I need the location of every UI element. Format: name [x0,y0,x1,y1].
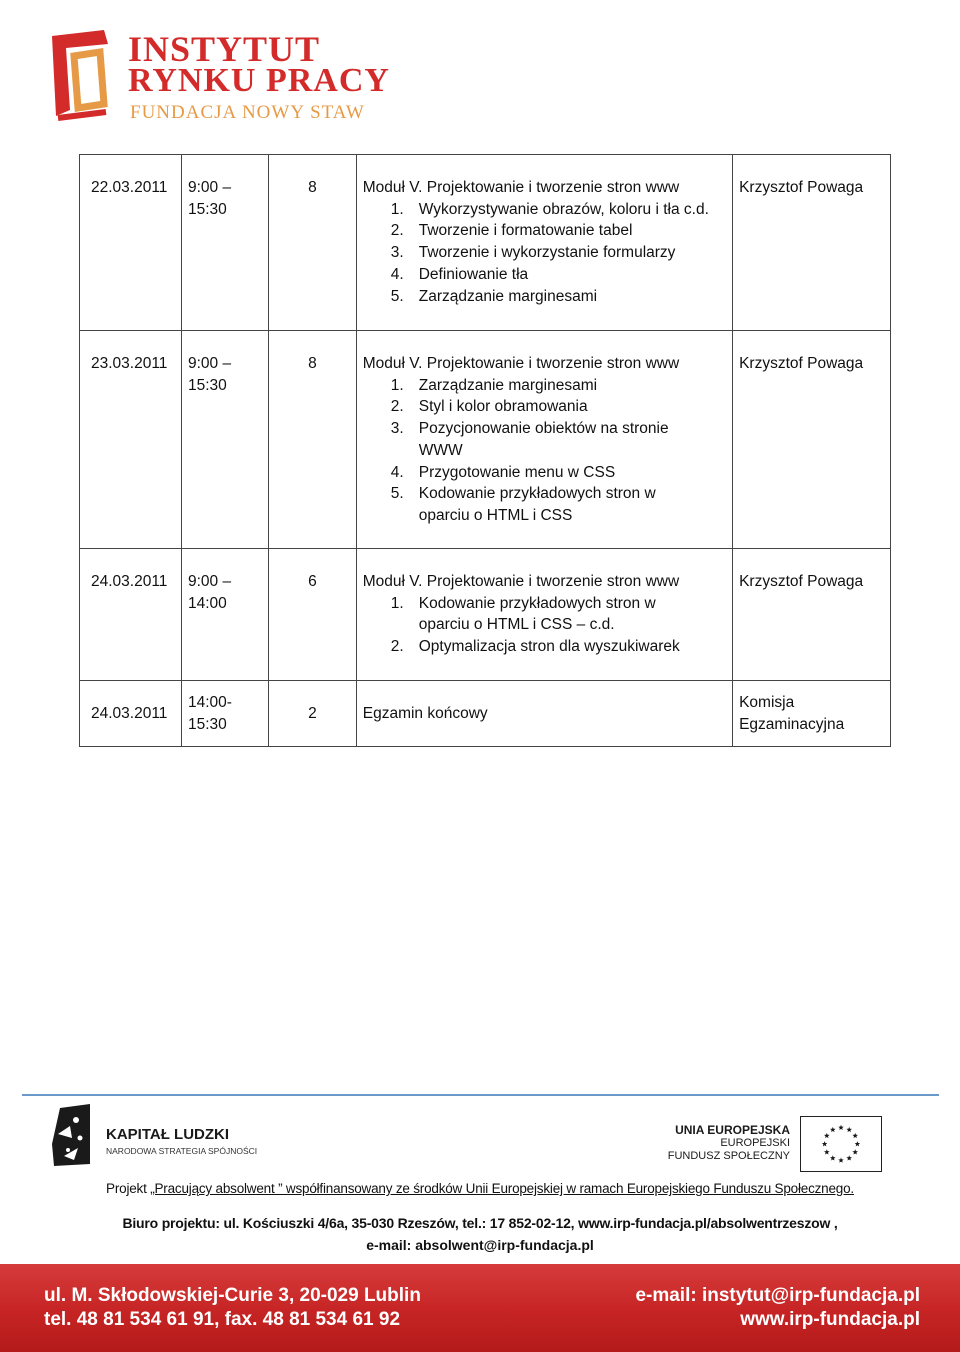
list-item [391,483,726,526]
list-item [391,199,726,221]
topic-cell [356,549,732,681]
list-item-text: Styl i kolor obramowania [418,398,588,416]
kapital-ludzki-emblem-icon [50,1104,94,1166]
list-item-number: 5. [390,287,404,305]
office-address: Biuro projektu: ul. Kościuszki 4/6a, 35-030 Rzeszów, tel.: 17 852-02-12, www.irp-fundacja.pl/absolwentrzeszow , [122,1215,838,1231]
module-title: Moduł V. Projektowanie i tworzenie stron www [362,179,680,196]
kapital-ludzki-logo [50,1104,258,1166]
list-item [391,264,726,286]
list-item-text: Optymalizacja stron dla wyszukiwarek [418,638,680,656]
eu-line3: FUNDUSZ SPOŁECZNY [667,1150,790,1162]
topic-cell [356,681,732,747]
table-row [80,549,891,681]
topic-list [391,593,726,658]
module-title: Egzamin końcowy [362,704,488,722]
logo-title-line2: RYNKU PRACY [128,62,390,99]
list-item-number: 2. [390,398,404,416]
hours-cell: 8 [268,331,356,549]
project-prefix: Projekt [106,1181,151,1196]
list-item-text: Tworzenie i wykorzystanie formularzy [418,244,676,262]
band-www: www.irp-fundacja.pl [740,1309,920,1330]
lecturer-cell: Krzysztof Powaga [733,331,891,549]
office-email: e-mail: absolwent@irp-fundacja.pl [366,1237,594,1253]
kapital-ludzki-subtitle: NARODOWA STRATEGIA SPÓJNOŚCI [106,1146,258,1156]
band-phone: tel. 48 81 534 61 91, fax. 48 81 534 61 92 [44,1309,401,1330]
list-item-number: 2. [390,638,404,656]
list-item-text: Wykorzystywanie obrazów, koloru i tła c.d. [418,200,709,218]
list-item-text: Tworzenie i formatowanie tabel [418,222,633,240]
list-item-number: 4. [390,463,404,481]
time-cell: 14:00- 15:30 [181,681,268,747]
table-row [80,331,891,549]
list-item-text: Definiowanie tła [418,265,529,283]
table-row [80,681,891,747]
project-line [0,1181,960,1196]
list-item-text: Przygotowanie menu w CSS [418,463,616,481]
list-item [391,220,726,242]
list-item-number: 4. [390,265,404,283]
module-title: Moduł V. Projektowanie i tworzenie stron www [362,355,680,372]
table-row [80,155,891,331]
topic-cell [356,155,732,331]
topic-list [391,375,726,527]
list-item-number: 1. [390,376,404,394]
list-item-text: Kodowanie przykładowych stron w oparciu o HTML i CSS [418,485,656,524]
list-item [391,242,726,264]
hours-cell: 8 [268,155,356,331]
hours-cell: 2 [268,681,356,747]
band-contact-right [635,1284,920,1332]
date-cell: 23.03.2011 [80,331,182,549]
list-item-number: 1. [390,594,404,612]
list-item [391,396,726,418]
list-item-text: Zarządzanie marginesami [418,287,598,305]
list-item [391,375,726,397]
list-item-text: Zarządzanie marginesami [418,376,598,394]
topic-list [391,199,726,308]
band-contact-left [44,1284,421,1332]
list-item [391,636,726,658]
list-item-number: 1. [390,200,404,218]
eu-line2: EUROPEJSKI [720,1137,790,1149]
instytut-logo-mark-icon [44,26,124,126]
lecturer-cell: Krzysztof Powaga [733,549,891,681]
list-item-number: 2. [390,222,404,240]
list-item-number: 5. [390,485,404,503]
list-item-number: 3. [390,420,404,438]
schedule-table [79,154,891,747]
topic-cell [356,331,732,549]
band-address: ul. M. Skłodowskiej-Curie 3, 20-029 Lublin [44,1285,421,1306]
date-cell: 24.03.2011 [80,681,182,747]
time-cell: 9:00 – 14:00 [181,549,268,681]
kapital-ludzki-title: KAPITAŁ LUDZKI [106,1126,230,1143]
list-item [391,462,726,484]
list-item [391,418,726,461]
date-cell: 24.03.2011 [80,549,182,681]
lecturer-cell: Komisja Egzaminacyjna [733,681,891,747]
lecturer-cell: Krzysztof Powaga [733,155,891,331]
eu-flag-icon [800,1116,882,1172]
logo-subtitle: FUNDACJA NOWY STAW [130,102,365,123]
list-item-text: Kodowanie przykładowych stron w oparciu o HTML i CSS – c.d. [418,594,656,634]
list-item-number: 3. [390,244,404,262]
list-item-text: Pozycjonowanie obiektów na stronie WWW [418,420,669,459]
project-text: „Pracujący absolwent ” współfinansowany ze środków Unii Europejskiej w ramach Europejskiego Funduszu Społecznego. [150,1181,854,1196]
list-item [391,593,726,636]
date-cell: 22.03.2011 [80,155,182,331]
time-cell: 9:00 – 15:30 [181,331,268,549]
band-email: e-mail: instytut@irp-fundacja.pl [635,1285,920,1306]
eu-text-block [660,1124,790,1163]
eu-title: UNIA EUROPEJSKA [675,1123,790,1137]
logo-title-line1: INSTYTUT [128,29,321,69]
instytut-logo [44,26,390,132]
time-cell: 9:00 – 15:30 [181,155,268,331]
module-title: Moduł V. Projektowanie i tworzenie stron www [362,573,680,590]
footer-divider [22,1094,939,1096]
list-item [391,286,726,308]
hours-cell: 6 [268,549,356,681]
